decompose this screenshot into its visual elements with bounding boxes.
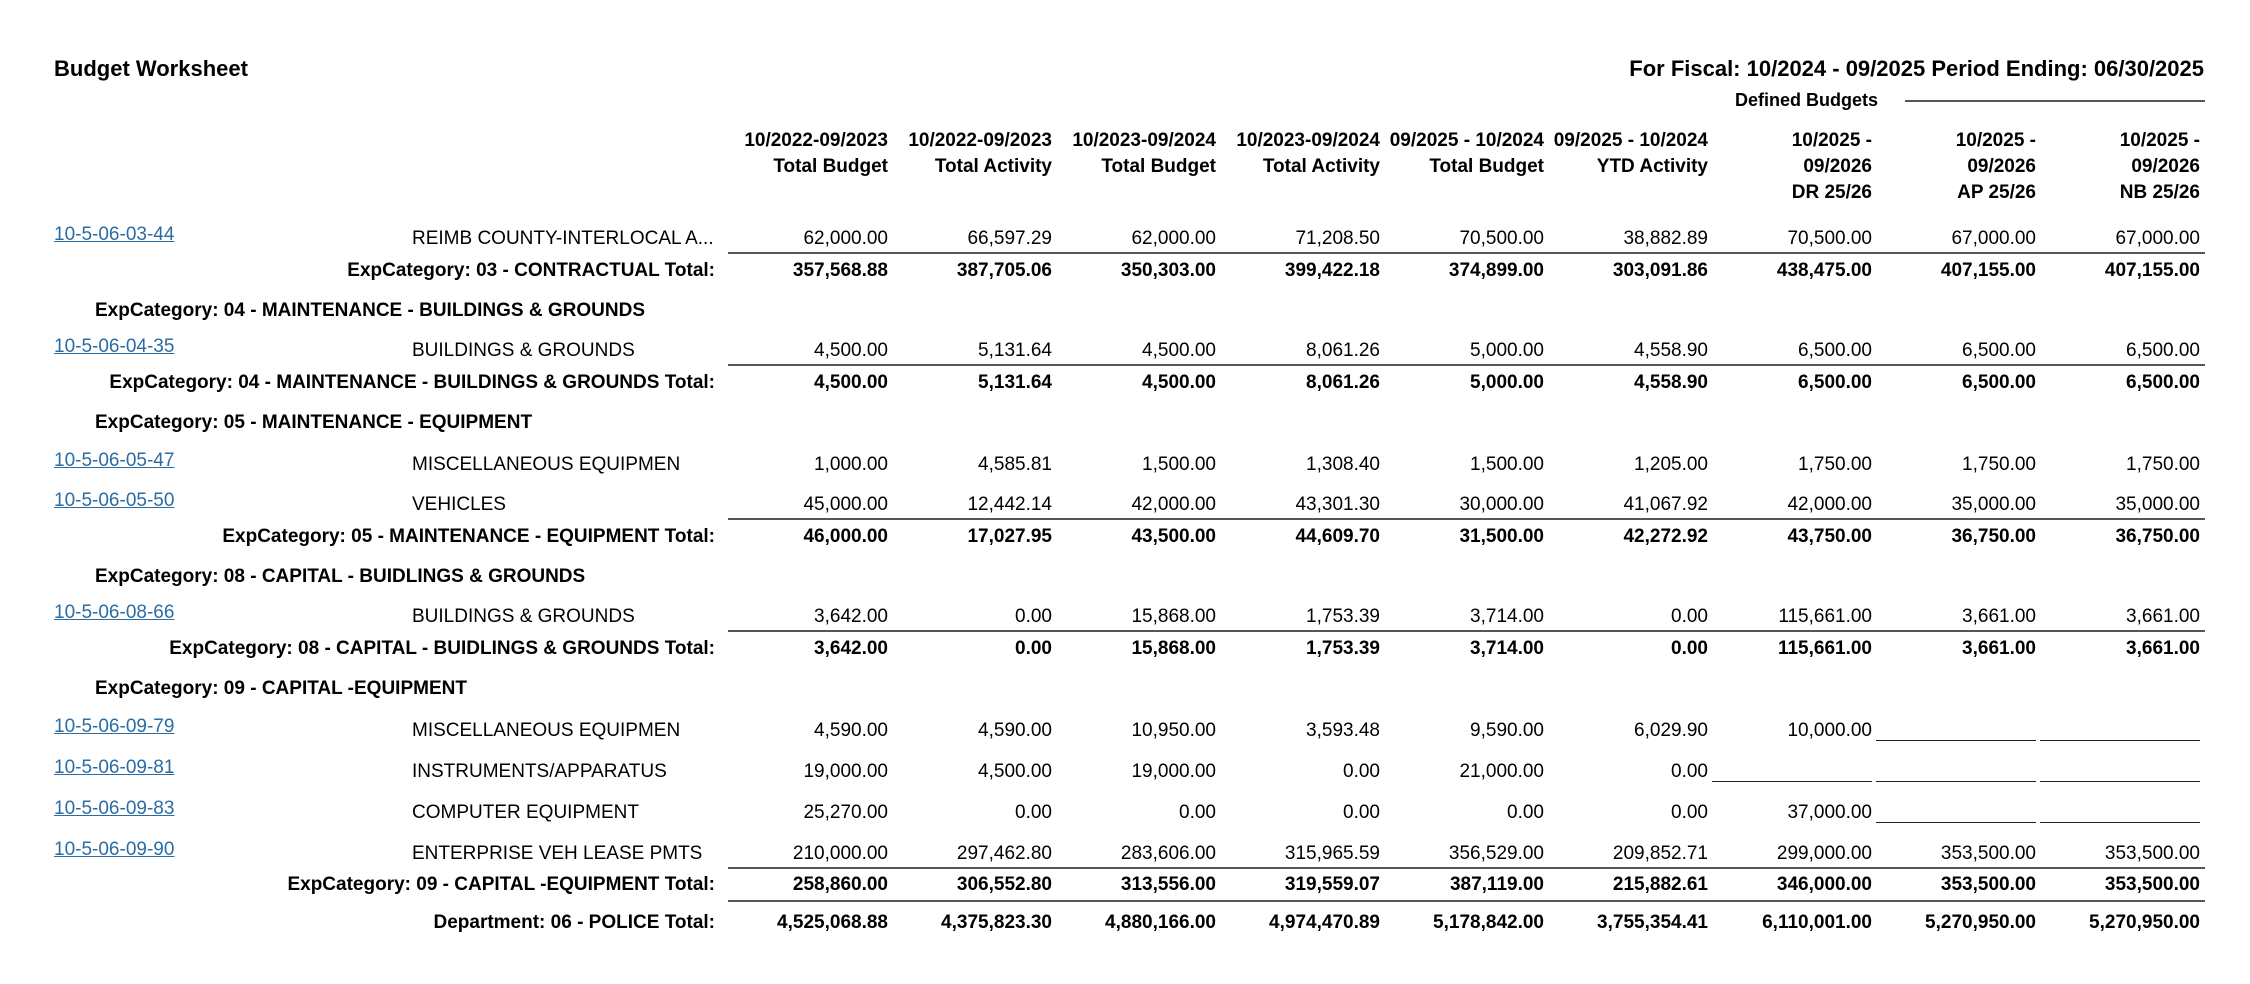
column-header: [724, 128, 888, 180]
value-cell: 42,272.92: [1623, 526, 1708, 547]
value-cell: 71,208.50: [1295, 228, 1380, 249]
value-cell: 210,000.00: [792, 843, 888, 864]
account-description: MISCELLANEOUS EQUIPMEN: [412, 720, 681, 741]
account-link[interactable]: 10-5-06-09-90: [54, 839, 175, 860]
value-cell: 9,590.00: [1470, 720, 1544, 741]
value-cell: 387,705.06: [956, 260, 1052, 281]
column-header: [1380, 128, 1544, 180]
column-header-line: Total Budget: [773, 156, 888, 177]
value-cell: 6,500.00: [1962, 340, 2036, 361]
value-cell: 5,131.64: [978, 340, 1052, 361]
value-cell: 67,000.00: [2115, 228, 2200, 249]
value-cell: 407,155.00: [2104, 260, 2200, 281]
value-cell: 35,000.00: [2115, 494, 2200, 515]
value-cell: 6,500.00: [2126, 372, 2200, 393]
value-cell: 45,000.00: [803, 494, 888, 515]
value-cell: 3,661.00: [1962, 606, 2036, 627]
value-cell: 346,000.00: [1776, 874, 1872, 895]
column-header: [1052, 128, 1216, 180]
total-row: [0, 526, 2250, 556]
column-header-line: 10/2024 - 09/2025: [1389, 130, 1544, 151]
value-cell: 21,000.00: [1459, 761, 1544, 782]
value-cell: 5,178,842.00: [1433, 912, 1544, 933]
total-row: [0, 260, 2250, 290]
column-header: [1544, 128, 1708, 180]
value-cell: 62,000.00: [1131, 228, 1216, 249]
value-cell: 43,750.00: [1787, 526, 1872, 547]
value-cell: 15,868.00: [1131, 638, 1216, 659]
value-cell: 4,558.90: [1634, 340, 1708, 361]
value-cell: 0.00: [1507, 802, 1544, 823]
column-header: [2036, 128, 2200, 206]
account-description: REIMB COUNTY-INTERLOCAL A...: [412, 228, 714, 249]
value-cell: 3,714.00: [1470, 606, 1544, 627]
value-cell: 36,750.00: [1951, 526, 2036, 547]
value-cell: 3,714.00: [1470, 638, 1544, 659]
column-header-line: NB 25/26: [2119, 182, 2200, 203]
blank-entry-line: [1876, 740, 2036, 741]
column-header-line: 10/2022-09/2023: [908, 130, 1052, 151]
account-description: BUILDINGS & GROUNDS: [412, 340, 635, 361]
value-cell: 438,475.00: [1776, 260, 1872, 281]
value-cell: 4,590.00: [814, 720, 888, 741]
value-cell: 0.00: [1343, 802, 1380, 823]
total-label: ExpCategory: 08 - CAPITAL - BUIDLINGS & GROUNDS Total:: [169, 638, 715, 659]
category-label: ExpCategory: 04 - MAINTENANCE - BUILDINGS & GROUNDS: [95, 300, 645, 321]
total-label: Department: 06 - POLICE Total:: [433, 912, 715, 933]
value-cell: 1,500.00: [1142, 454, 1216, 475]
report-title: Budget Worksheet: [54, 56, 248, 81]
value-cell: 17,027.95: [967, 526, 1052, 547]
value-cell: 3,593.48: [1306, 720, 1380, 741]
value-cell: 5,270,950.00: [1925, 912, 2036, 933]
value-cell: 37,000.00: [1787, 802, 1872, 823]
value-cell: 387,119.00: [1449, 874, 1544, 895]
total-row: [0, 372, 2250, 402]
value-cell: 8,061.26: [1306, 340, 1380, 361]
value-cell: 313,556.00: [1120, 874, 1216, 895]
subtotal-rule: [728, 900, 2205, 902]
value-cell: 1,205.00: [1634, 454, 1708, 475]
account-row: [0, 450, 2250, 484]
subtotal-rule: [728, 630, 2205, 632]
total-row: [0, 912, 2250, 942]
value-cell: 6,500.00: [1962, 372, 2036, 393]
value-cell: 297,462.80: [956, 843, 1052, 864]
value-cell: 115,661.00: [1778, 606, 1872, 627]
value-cell: 4,525,068.88: [777, 912, 888, 933]
column-header-line: 10/2025 -: [1955, 130, 2036, 151]
column-header-line: DR 25/26: [1791, 182, 1872, 203]
value-cell: 19,000.00: [803, 761, 888, 782]
column-header-line: YTD Activity: [1596, 156, 1708, 177]
value-cell: 31,500.00: [1459, 526, 1544, 547]
value-cell: 1,753.39: [1306, 606, 1380, 627]
value-cell: 356,529.00: [1448, 843, 1544, 864]
category-header: [0, 300, 2250, 330]
value-cell: 0.00: [1671, 802, 1708, 823]
account-row: [0, 716, 2250, 750]
value-cell: 3,661.00: [1962, 638, 2036, 659]
account-link[interactable]: 10-5-06-08-66: [54, 602, 175, 623]
value-cell: 70,500.00: [1787, 228, 1872, 249]
account-description: INSTRUMENTS/APPARATUS: [412, 761, 667, 782]
account-link[interactable]: 10-5-06-09-79: [54, 716, 175, 737]
value-cell: 6,500.00: [2126, 340, 2200, 361]
value-cell: 353,500.00: [2104, 843, 2200, 864]
value-cell: 283,606.00: [1120, 843, 1216, 864]
column-header-line: Total Budget: [1101, 156, 1216, 177]
value-cell: 0.00: [1179, 802, 1216, 823]
value-cell: 209,852.71: [1612, 843, 1708, 864]
account-row: [0, 839, 2250, 873]
value-cell: 1,753.39: [1306, 638, 1380, 659]
fiscal-period: For Fiscal: 10/2024 - 09/2025 Period Ending: 06/30/2025: [1629, 56, 2204, 81]
value-cell: 399,422.18: [1284, 260, 1380, 281]
value-cell: 19,000.00: [1131, 761, 1216, 782]
value-cell: 374,899.00: [1448, 260, 1544, 281]
subtotal-rule: [728, 867, 2205, 869]
blank-entry-line: [2040, 822, 2200, 823]
account-row: [0, 757, 2250, 791]
category-header: [0, 412, 2250, 442]
value-cell: 215,882.61: [1612, 874, 1708, 895]
value-cell: 6,500.00: [1798, 372, 1872, 393]
total-row: [0, 874, 2250, 904]
value-cell: 353,500.00: [1940, 843, 2036, 864]
blank-entry-line: [1712, 781, 1872, 782]
column-header-line: 10/2024 - 09/2025: [1553, 130, 1708, 151]
value-cell: 62,000.00: [803, 228, 888, 249]
value-cell: 407,155.00: [1940, 260, 2036, 281]
total-label: ExpCategory: 04 - MAINTENANCE - BUILDINGS & GROUNDS Total:: [109, 372, 715, 393]
value-cell: 4,375,823.30: [941, 912, 1052, 933]
value-cell: 0.00: [1015, 802, 1052, 823]
account-row: [0, 336, 2250, 370]
value-cell: 25,270.00: [803, 802, 888, 823]
column-header-line: 10/2022-09/2023: [744, 130, 888, 151]
column-header-line: 10/2025 -: [1791, 130, 1872, 151]
blank-entry-line: [2040, 740, 2200, 741]
column-header: [1216, 128, 1380, 180]
value-cell: 303,091.86: [1612, 260, 1708, 281]
value-cell: 299,000.00: [1776, 843, 1872, 864]
total-row: [0, 638, 2250, 668]
column-header: [1872, 128, 2036, 206]
value-cell: 12,442.14: [967, 494, 1052, 515]
value-cell: 6,500.00: [1798, 340, 1872, 361]
value-cell: 4,590.00: [978, 720, 1052, 741]
value-cell: 6,029.90: [1634, 720, 1708, 741]
value-cell: 4,500.00: [814, 372, 888, 393]
account-row: [0, 224, 2250, 258]
column-header-line: Total Activity: [1262, 156, 1380, 177]
column-header-line: 09/2026: [2131, 156, 2200, 177]
value-cell: 41,067.92: [1623, 494, 1708, 515]
subtotal-rule: [728, 364, 2205, 366]
value-cell: 3,642.00: [814, 638, 888, 659]
value-cell: 43,301.30: [1295, 494, 1380, 515]
category-header: [0, 678, 2250, 708]
total-label: ExpCategory: 05 - MAINTENANCE - EQUIPMENT Total:: [222, 526, 715, 547]
category-label: ExpCategory: 09 - CAPITAL -EQUIPMENT: [95, 678, 467, 699]
total-label: ExpCategory: 09 - CAPITAL -EQUIPMENT Total:: [287, 874, 715, 895]
value-cell: 258,860.00: [792, 874, 888, 895]
value-cell: 6,110,001.00: [1762, 912, 1872, 933]
value-cell: 8,061.26: [1306, 372, 1380, 393]
value-cell: 353,500.00: [2104, 874, 2200, 895]
value-cell: 0.00: [1343, 761, 1380, 782]
column-header-line: 10/2023-09/2024: [1236, 130, 1380, 151]
account-link[interactable]: 10-5-06-04-35: [54, 336, 175, 357]
value-cell: 1,500.00: [1470, 454, 1544, 475]
account-link[interactable]: 10-5-06-09-83: [54, 798, 175, 819]
account-description: MISCELLANEOUS EQUIPMEN: [412, 454, 681, 475]
value-cell: 5,270,950.00: [2089, 912, 2200, 933]
value-cell: 3,642.00: [814, 606, 888, 627]
value-cell: 4,500.00: [814, 340, 888, 361]
subtotal-rule: [728, 252, 2205, 254]
account-description: COMPUTER EQUIPMENT: [412, 802, 639, 823]
column-header: [888, 128, 1052, 180]
value-cell: 357,568.88: [792, 260, 888, 281]
account-description: ENTERPRISE VEH LEASE PMTS: [412, 843, 703, 864]
value-cell: 43,500.00: [1131, 526, 1216, 547]
value-cell: 1,308.40: [1306, 454, 1380, 475]
account-link[interactable]: 10-5-06-09-81: [54, 757, 175, 778]
account-row: [0, 602, 2250, 636]
column-header-line: 10/2025 -: [2119, 130, 2200, 151]
value-cell: 42,000.00: [1131, 494, 1216, 515]
value-cell: 10,000.00: [1787, 720, 1872, 741]
column-header-line: Total Budget: [1429, 156, 1544, 177]
account-row: [0, 798, 2250, 832]
value-cell: 5,000.00: [1470, 372, 1544, 393]
value-cell: 0.00: [1015, 638, 1052, 659]
value-cell: 350,303.00: [1120, 260, 1216, 281]
value-cell: 1,750.00: [1962, 454, 2036, 475]
value-cell: 30,000.00: [1459, 494, 1544, 515]
value-cell: 5,131.64: [978, 372, 1052, 393]
account-link[interactable]: 10-5-06-03-44: [54, 224, 175, 245]
defined-budgets-rule: [1905, 100, 2205, 102]
value-cell: 0.00: [1671, 761, 1708, 782]
account-description: BUILDINGS & GROUNDS: [412, 606, 635, 627]
account-description: VEHICLES: [412, 494, 506, 515]
value-cell: 0.00: [1671, 606, 1708, 627]
subtotal-rule: [728, 518, 2205, 520]
value-cell: 4,500.00: [978, 761, 1052, 782]
value-cell: 15,868.00: [1131, 606, 1216, 627]
column-header-line: Total Activity: [934, 156, 1052, 177]
blank-entry-line: [2040, 781, 2200, 782]
column-header-line: 10/2023-09/2024: [1072, 130, 1216, 151]
value-cell: 4,558.90: [1634, 372, 1708, 393]
category-label: ExpCategory: 05 - MAINTENANCE - EQUIPMENT: [95, 412, 533, 433]
value-cell: 67,000.00: [1951, 228, 2036, 249]
value-cell: 36,750.00: [2115, 526, 2200, 547]
value-cell: 315,965.59: [1284, 843, 1380, 864]
value-cell: 5,000.00: [1470, 340, 1544, 361]
value-cell: 319,559.07: [1284, 874, 1380, 895]
account-row: [0, 490, 2250, 524]
value-cell: 4,880,166.00: [1105, 912, 1216, 933]
value-cell: 46,000.00: [803, 526, 888, 547]
column-header-line: 09/2026: [1967, 156, 2036, 177]
value-cell: 3,661.00: [2126, 638, 2200, 659]
account-link[interactable]: 10-5-06-05-47: [54, 450, 175, 471]
value-cell: 4,500.00: [1142, 340, 1216, 361]
value-cell: 353,500.00: [1940, 874, 2036, 895]
value-cell: 306,552.80: [956, 874, 1052, 895]
total-label: ExpCategory: 03 - CONTRACTUAL Total:: [347, 260, 715, 281]
column-header-line: AP 25/26: [1957, 182, 2036, 203]
value-cell: 0.00: [1671, 638, 1708, 659]
column-header-line: 09/2026: [1803, 156, 1872, 177]
value-cell: 42,000.00: [1787, 494, 1872, 515]
value-cell: 115,661.00: [1777, 638, 1872, 659]
value-cell: 35,000.00: [1951, 494, 2036, 515]
value-cell: 4,585.81: [978, 454, 1052, 475]
value-cell: 44,609.70: [1295, 526, 1380, 547]
value-cell: 3,661.00: [2126, 606, 2200, 627]
value-cell: 66,597.29: [967, 228, 1052, 249]
category-label: ExpCategory: 08 - CAPITAL - BUIDLINGS & GROUNDS: [95, 566, 586, 587]
defined-budgets-label: Defined Budgets: [1735, 90, 1879, 110]
category-header: [0, 566, 2250, 596]
value-cell: 1,750.00: [1798, 454, 1872, 475]
value-cell: 4,500.00: [1142, 372, 1216, 393]
value-cell: 70,500.00: [1459, 228, 1544, 249]
value-cell: 38,882.89: [1623, 228, 1708, 249]
value-cell: 10,950.00: [1131, 720, 1216, 741]
value-cell: 3,755,354.41: [1597, 912, 1708, 933]
blank-entry-line: [1876, 781, 2036, 782]
blank-entry-line: [1876, 822, 2036, 823]
value-cell: 4,974,470.89: [1269, 912, 1380, 933]
value-cell: 0.00: [1015, 606, 1052, 627]
value-cell: 1,000.00: [814, 454, 888, 475]
account-link[interactable]: 10-5-06-05-50: [54, 490, 175, 511]
column-header: [1708, 128, 1872, 206]
value-cell: 1,750.00: [2126, 454, 2200, 475]
